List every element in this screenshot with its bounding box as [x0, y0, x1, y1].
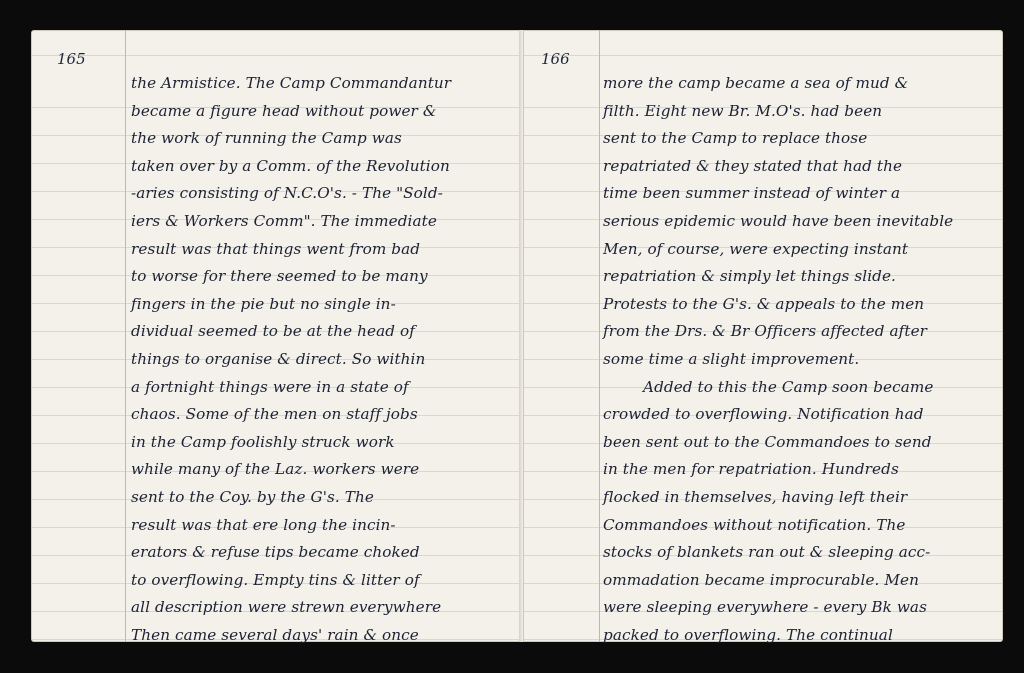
text-line: result was that ere long the incin-	[131, 515, 396, 534]
text-line: taken over by a Comm. of the Revolution	[131, 156, 450, 175]
text-line: Protests to the G's. & appeals to the men	[603, 294, 925, 313]
text-line: chaos. Some of the men on staff jobs	[131, 405, 418, 424]
text-line: from the Drs. & Br Officers affected after	[603, 322, 928, 341]
text-line: more the camp became a sea of mud &	[603, 74, 909, 92]
text-line: to overflowing. Empty tins & litter of	[131, 570, 420, 589]
text-line: Then came several days' rain & once	[131, 625, 419, 644]
text-line: dividual seemed to be at the head of	[131, 322, 416, 341]
right-page	[523, 30, 1003, 642]
text-line: Added to this the Camp soon became	[643, 377, 934, 396]
text-line: crowded to overflowing. Notification had	[603, 405, 924, 424]
left-page	[31, 30, 523, 642]
text-line: the work of running the Camp was	[131, 129, 402, 148]
text-line: result was that things went from bad	[131, 239, 421, 258]
text-line: the Armistice. The Camp Commandantur	[131, 74, 452, 92]
text-line: been sent out to the Commandoes to send	[603, 432, 932, 451]
text-line: packed to overflowing. The continual	[603, 625, 893, 644]
handwritten-text	[131, 70, 513, 649]
page-number: 166	[541, 50, 570, 68]
text-line: sent to the Coy. by the G's. The	[131, 487, 374, 506]
handwritten-text	[603, 70, 995, 649]
text-line: Commandoes without notification. The	[603, 515, 906, 534]
text-line: in the Camp foolishly struck work	[131, 432, 395, 451]
text-line: fingers in the pie but no single in-	[131, 294, 396, 313]
margin-line	[599, 30, 600, 642]
text-line: some time a slight improvement.	[603, 349, 860, 368]
text-line: things to organise & direct. So within	[131, 349, 426, 368]
text-line: filth. Eight new Br. M.O's. had been	[603, 101, 883, 120]
text-line: repatriated & they stated that had the	[603, 156, 903, 175]
margin-line	[125, 30, 126, 642]
text-line: iers & Workers Comm". The immediate	[131, 211, 437, 230]
text-line: stocks of blankets ran out & sleeping acc-	[603, 543, 931, 562]
page-number: 165	[57, 50, 86, 68]
text-line: sent to the Camp to replace those	[603, 129, 868, 148]
text-line: Men, of course, were expecting instant	[603, 239, 909, 258]
text-line: in the men for repatriation. Hundreds	[603, 460, 899, 479]
text-line: a fortnight things were in a state of	[131, 377, 409, 396]
text-line: -aries consisting of N.C.O's. - The "Sold-	[131, 184, 443, 203]
text-line: serious epidemic would have been inevitable	[603, 211, 954, 230]
text-line: while many of the Laz. workers were	[131, 460, 420, 479]
text-line: were sleeping everywhere - every Bk was	[603, 598, 927, 617]
text-line: became a figure head without power &	[131, 101, 437, 120]
text-line: all description were strewn everywhere	[131, 598, 442, 617]
text-line: repatriation & simply let things slide.	[603, 267, 896, 286]
text-line: ommadation became improcurable. Men	[603, 570, 920, 589]
text-line: flocked in themselves, having left their	[603, 487, 908, 506]
text-line: to worse for there seemed to be many	[131, 267, 428, 286]
text-line: erators & refuse tips became choked	[131, 543, 420, 562]
text-line: time been summer instead of winter a	[603, 184, 901, 203]
